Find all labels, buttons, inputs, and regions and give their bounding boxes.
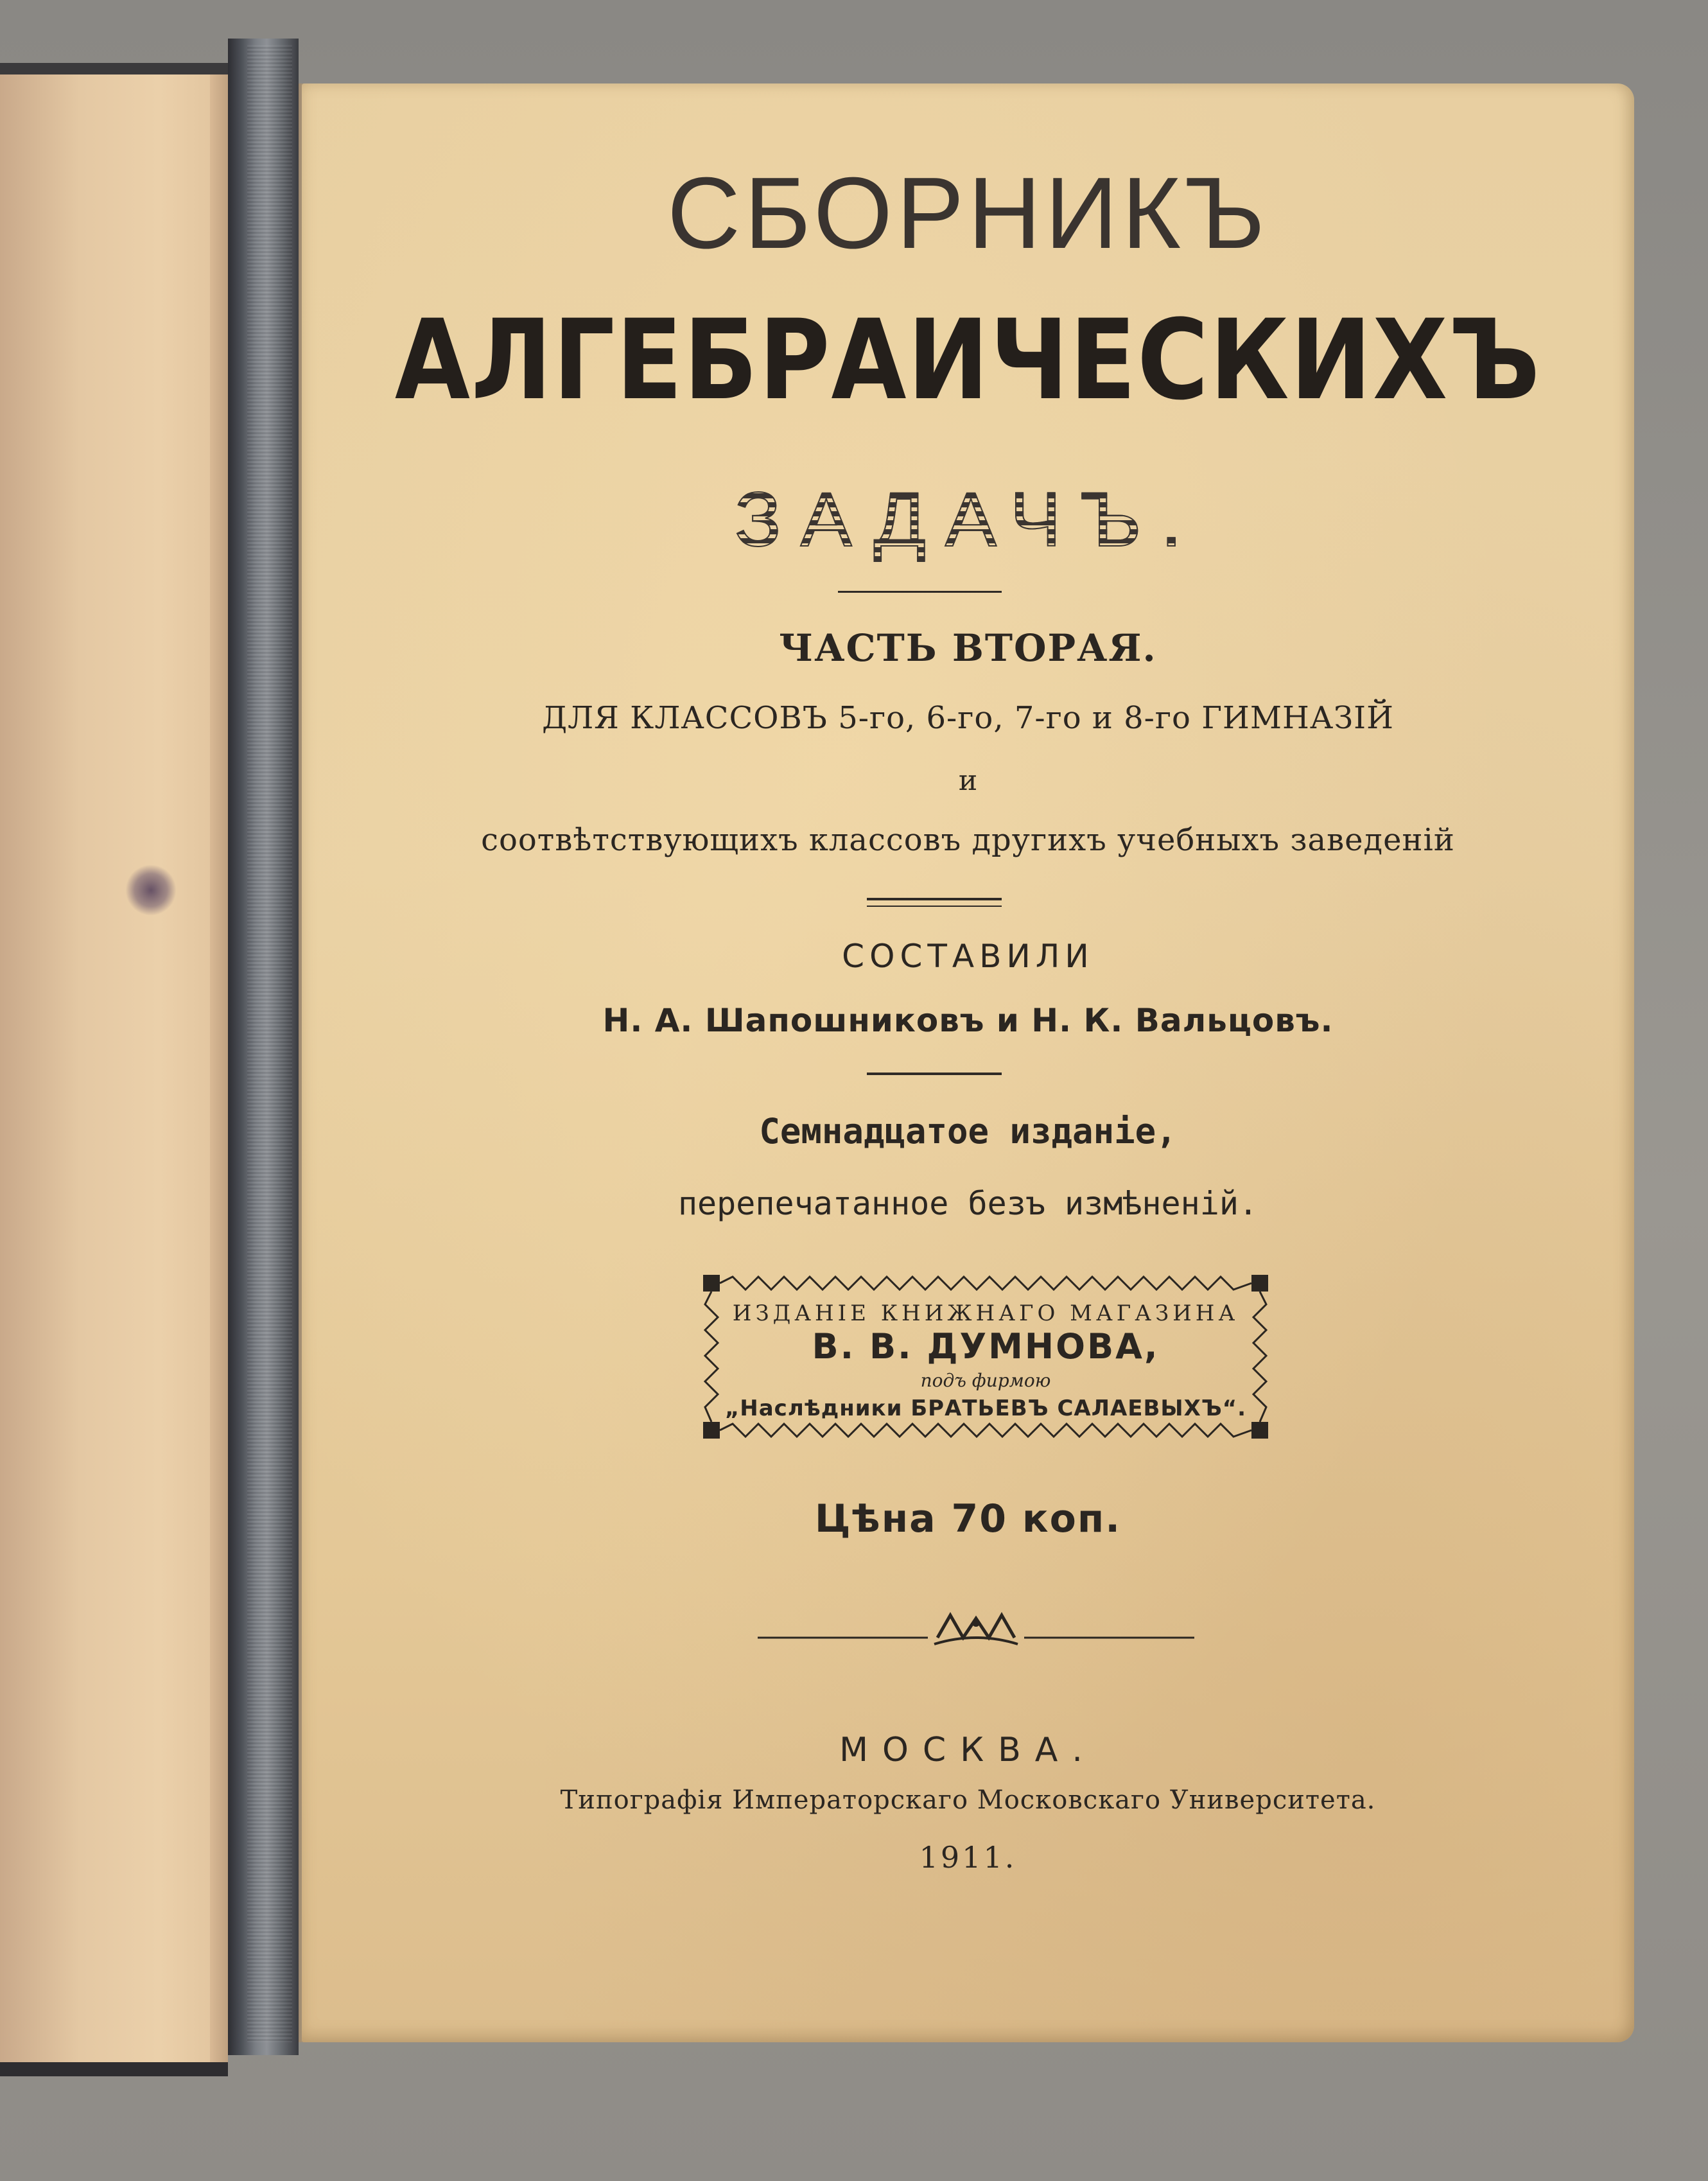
publisher-name: В. В. ДУМНОВА, xyxy=(812,1326,1160,1367)
divider-rule-1 xyxy=(838,591,1002,593)
ink-stain xyxy=(125,864,177,916)
divider-rule-2 xyxy=(867,898,1002,900)
publisher-line-1: ИЗДАНІЕ КНИЖНАГО МАГАЗИНА xyxy=(732,1301,1239,1326)
title-line-3: ЗАДАЧЪ. xyxy=(302,475,1634,564)
divider-rule-4 xyxy=(867,1073,1002,1075)
spine-cloth-texture xyxy=(247,45,292,2042)
title-line-2: АЛГЕБРАИЧЕСКИХЪ xyxy=(394,295,1542,425)
publisher-firm: „Наслѣдники БРАТЬЕВЪ САЛАЕВЫХЪ“. xyxy=(724,1396,1247,1421)
part-label: ЧАСТЬ ВТОРАЯ. xyxy=(779,626,1157,670)
reprint-line: перепечатанное безъ измѣненій. xyxy=(677,1185,1259,1222)
compiled-by-label: СОСТАВИЛИ xyxy=(842,938,1094,975)
publisher-line-3: подъ фирмою xyxy=(920,1370,1051,1391)
city-line: МОСКВА. xyxy=(839,1731,1097,1769)
edition-line: Семнадцатое изданіе, xyxy=(759,1111,1177,1152)
classes-line: ДЛЯ КЛАССОВЪ 5-го, 6-го, 7-го и 8-го ГИМНАЗІЙ xyxy=(542,700,1394,736)
title-line-1: СБОРНИКЪ xyxy=(667,157,1269,270)
publisher-box xyxy=(703,1275,1268,1439)
year-line: 1911. xyxy=(919,1840,1017,1875)
cover-page-edge xyxy=(210,74,228,2062)
conjunction-line: и xyxy=(958,764,978,797)
other-schools-line: соотвѣтствующихъ классовъ другихъ учебныхъ заведеній xyxy=(481,822,1455,858)
title-page xyxy=(302,83,1634,2042)
authors-line: Н. А. Шапошниковъ и Н. К. Вальцовъ. xyxy=(602,1002,1334,1039)
divider-rule-3 xyxy=(867,906,1002,907)
printer-line: Типографія Императорскаго Московскаго Университета. xyxy=(560,1785,1376,1815)
price-line: Цѣна 70 коп. xyxy=(814,1496,1122,1541)
ornament-divider xyxy=(758,1609,1194,1654)
inside-cover-page xyxy=(0,63,228,2076)
